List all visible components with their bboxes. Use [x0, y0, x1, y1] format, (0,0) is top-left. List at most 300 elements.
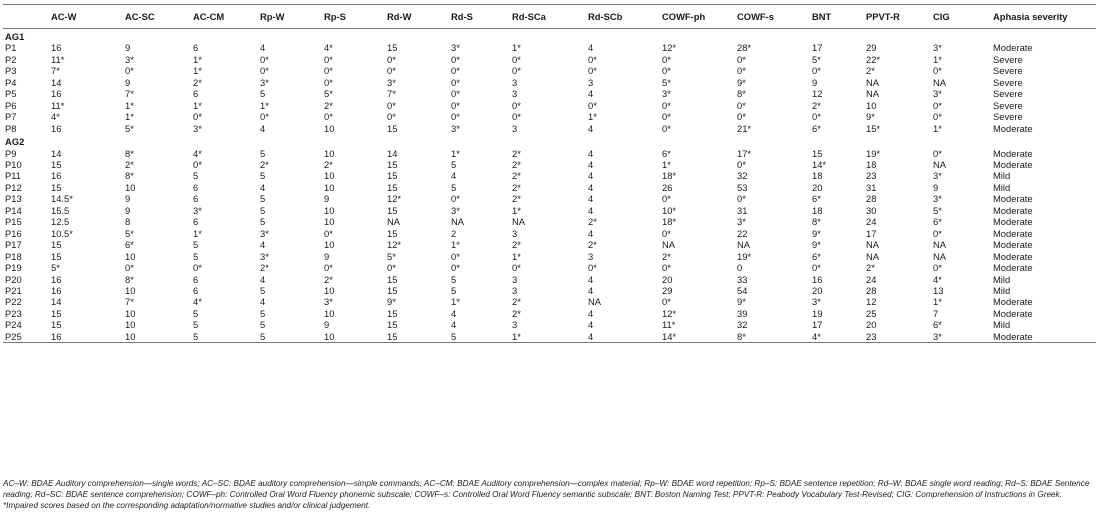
score-cell: 12*	[662, 307, 677, 319]
score-cell: 10.5*	[51, 227, 73, 239]
score-cell: 15	[387, 273, 398, 285]
score-cell: 6*	[662, 147, 671, 159]
score-cell: 17*	[737, 147, 752, 159]
score-cell: 5*	[125, 227, 134, 239]
table-row	[3, 319, 1096, 330]
score-cell: 3	[512, 227, 518, 239]
score-cell: 23	[864, 331, 931, 343]
column-header: CIG	[931, 5, 991, 29]
score-cell: Moderate	[991, 331, 1096, 343]
score-cell: 6	[193, 42, 199, 54]
score-cell: 0	[737, 262, 743, 274]
score-cell: 20	[866, 319, 877, 331]
score-cell: 3*	[933, 88, 942, 100]
score-cell: 0*	[662, 111, 671, 123]
table-row	[3, 262, 1096, 273]
score-cell: 1*	[933, 296, 942, 308]
score-cell: 33	[737, 273, 748, 285]
score-cell: Severe	[993, 53, 1023, 65]
table-row	[3, 54, 1096, 65]
score-cell: Mild	[993, 284, 1011, 296]
table-row	[3, 285, 1096, 296]
column-header: PPVT-R	[864, 5, 931, 29]
score-cell: 0*	[451, 262, 460, 274]
score-cell: 3	[512, 284, 518, 296]
column-header: AC-SC	[123, 5, 191, 29]
score-cell: 4	[588, 284, 594, 296]
score-cell: 3*	[931, 331, 991, 343]
score-cell: 6*	[812, 122, 821, 134]
score-cell: 10	[324, 147, 335, 159]
score-cell: 0*	[737, 65, 746, 77]
scores-table	[3, 4, 1096, 343]
score-cell: 5*	[933, 204, 942, 216]
score-cell: 3*	[451, 42, 460, 54]
score-cell: 2*	[125, 158, 134, 170]
score-cell: 2*	[193, 76, 202, 88]
participant-id: P19	[5, 262, 22, 274]
score-cell: 3*	[933, 42, 942, 54]
score-cell: 5	[191, 331, 258, 343]
table-row	[3, 111, 1096, 122]
score-cell: 2*	[588, 239, 597, 251]
score-cell: NA	[933, 158, 947, 170]
score-cell: NA	[662, 239, 676, 251]
score-cell: 3*	[451, 204, 460, 216]
score-cell: 1*	[512, 204, 521, 216]
score-cell: 3	[512, 273, 518, 285]
score-cell: 8	[125, 216, 131, 228]
score-cell: 5	[258, 331, 322, 343]
score-cell: 0*	[324, 227, 333, 239]
score-cell: 6	[193, 284, 199, 296]
score-cell: 10	[125, 284, 136, 296]
table-row	[3, 170, 1096, 181]
table-row	[3, 100, 1096, 111]
score-cell: 12*	[387, 193, 402, 205]
score-cell: 5	[260, 284, 266, 296]
score-cell: 6*	[812, 250, 821, 262]
participant-id: P20	[5, 273, 22, 285]
score-cell: 5	[193, 250, 199, 262]
score-cell: 9	[324, 319, 330, 331]
score-cell: 0*	[451, 250, 460, 262]
score-cell: 4	[588, 307, 594, 319]
score-cell: 11*	[51, 99, 65, 111]
score-cell: 21*	[737, 122, 752, 134]
score-cell: 1*	[451, 239, 460, 251]
score-cell: 10	[324, 307, 335, 319]
table-row	[3, 216, 1096, 227]
table-row	[3, 251, 1096, 262]
score-cell: 3*	[193, 122, 202, 134]
score-cell: 9	[125, 204, 131, 216]
score-cell: 9*	[812, 239, 821, 251]
score-cell: 20	[812, 181, 823, 193]
score-cell: 28*	[737, 42, 752, 54]
score-cell: 28	[866, 193, 877, 205]
score-cell: 0*	[324, 53, 333, 65]
score-cell: 5	[260, 307, 266, 319]
score-cell: NA	[588, 296, 602, 308]
score-cell: 18	[866, 158, 877, 170]
score-cell: 15	[51, 181, 62, 193]
score-cell: 5*	[324, 88, 333, 100]
score-cell: 11*	[662, 319, 676, 331]
column-header: Aphasia severity	[991, 5, 1096, 29]
score-cell: 0*	[662, 193, 671, 205]
score-cell: 0*	[662, 65, 671, 77]
score-cell: 16	[49, 331, 123, 343]
score-cell: 5	[260, 147, 266, 159]
score-cell: Severe	[993, 111, 1023, 123]
score-cell: 1*	[125, 111, 134, 123]
score-cell: 5	[193, 239, 199, 251]
score-cell: 4	[586, 331, 660, 343]
score-cell: 3	[512, 88, 518, 100]
score-cell: 4	[588, 88, 594, 100]
score-cell: 12	[866, 296, 877, 308]
score-cell: 0*	[387, 53, 396, 65]
table-row	[3, 193, 1096, 204]
score-cell: 4	[260, 122, 266, 134]
score-cell: 16	[51, 88, 62, 100]
score-cell: 15	[387, 204, 398, 216]
score-cell: 5	[193, 307, 199, 319]
score-cell: 2	[451, 227, 457, 239]
column-header: COWF-s	[735, 5, 810, 29]
score-cell: 5	[260, 88, 266, 100]
score-cell: 10	[125, 181, 136, 193]
participant-id: P9	[5, 147, 17, 159]
score-cell: 53	[737, 181, 748, 193]
score-cell: 6	[193, 181, 199, 193]
score-cell: 6	[193, 88, 199, 100]
score-cell: 1*	[512, 250, 521, 262]
score-cell: 1*	[933, 53, 942, 65]
participant-id: P18	[5, 250, 22, 262]
participant-id: P13	[5, 193, 22, 205]
score-cell: 15	[51, 158, 62, 170]
score-cell: 3	[512, 76, 518, 88]
score-cell: NA	[387, 216, 401, 228]
score-cell: 54	[737, 284, 748, 296]
score-cell: 15	[387, 227, 398, 239]
score-cell: 15	[385, 331, 449, 343]
score-cell: 30	[866, 204, 877, 216]
score-cell: 14	[387, 147, 398, 159]
score-cell: 0*	[737, 99, 746, 111]
score-cell: 0*	[125, 65, 134, 77]
score-cell: 22*	[866, 53, 881, 65]
participant-id: P10	[5, 158, 22, 170]
score-cell: 3	[512, 319, 518, 331]
score-cell: 0*	[193, 158, 202, 170]
score-cell: 0*	[512, 99, 521, 111]
score-cell: 10	[324, 239, 335, 251]
score-cell: 10	[125, 250, 136, 262]
score-cell: 15	[387, 42, 398, 54]
score-cell: 15	[387, 307, 398, 319]
column-header: AC-W	[49, 5, 123, 29]
score-cell: 9	[324, 250, 330, 262]
score-cell: 5	[193, 170, 199, 182]
score-cell: 0*	[737, 193, 746, 205]
score-cell: 0*	[662, 99, 671, 111]
score-cell: Moderate	[993, 122, 1033, 134]
column-header: BNT	[810, 5, 864, 29]
score-cell: 6*	[812, 193, 821, 205]
score-cell: 3*	[260, 250, 269, 262]
score-cell: 28	[866, 284, 877, 296]
score-cell: 19*	[737, 250, 752, 262]
table-footnote: AC–W: BDAE Auditory comprehension—single words; AC–SC: BDAE auditory comprehension—simple commands; AC–CM: BDAE Auditory comprehension—complex material; Rp–W: BDAE word repetition; Rp–S: BDAE sentence repetition; Rd–W: BDAE single word reading; Rd–S: BDAE Sentence reading; Rd–SC: BDAE sentence comprehension; COWF–ph: Controlled Oral Word Fluency phonemic subscale; COWF–s: Controlled Oral Word Fluency semantic subscale; BNT: Boston Naming Test; PPVT-R: Peabody Vocabulary Test-Revised; CIG: Comprehension of Instructions in Greek. *Impaired scores based on the corresponding adaptation/normative studies and/or clinical judgement.	[3, 479, 1090, 511]
score-cell: 5	[260, 204, 266, 216]
score-cell: Mild	[993, 319, 1011, 331]
score-cell: 0*	[933, 147, 942, 159]
score-cell: 12	[812, 88, 823, 100]
score-cell: 2*	[512, 181, 521, 193]
score-cell: Mild	[993, 273, 1011, 285]
table-row	[3, 65, 1096, 76]
score-cell: 3*	[451, 122, 460, 134]
score-cell: 1*	[193, 99, 202, 111]
score-cell: 10	[324, 204, 335, 216]
score-cell: 9	[125, 42, 131, 54]
score-cell: 2*	[512, 170, 521, 182]
score-cell: 10	[324, 216, 335, 228]
table-row	[3, 205, 1096, 216]
group-label: AG1	[5, 31, 25, 42]
score-cell: 1*	[451, 296, 460, 308]
score-cell: 4	[451, 307, 457, 319]
column-header: Rp-S	[322, 5, 385, 29]
score-cell: 31	[737, 204, 748, 216]
score-cell: 3	[588, 76, 594, 88]
score-cell: 5*	[812, 53, 821, 65]
score-cell: 15	[51, 250, 62, 262]
score-cell: 14.5*	[51, 193, 73, 205]
score-cell: 16	[51, 122, 62, 134]
score-cell: 9	[125, 76, 131, 88]
score-cell: 2*	[512, 239, 521, 251]
score-cell: 8*	[737, 88, 746, 100]
score-cell: 4	[588, 170, 594, 182]
score-cell: 1*	[510, 331, 586, 343]
score-cell: 2*	[512, 307, 521, 319]
score-cell: 29	[866, 42, 877, 54]
score-cell: 15	[51, 239, 62, 251]
score-cell: 0*	[512, 111, 521, 123]
participant-id: P2	[5, 53, 17, 65]
score-cell: 6*	[125, 239, 134, 251]
score-cell: 4	[588, 181, 594, 193]
score-cell: 0*	[451, 99, 460, 111]
participant-id: P12	[5, 181, 22, 193]
score-cell: 10	[866, 99, 877, 111]
score-cell: 5	[260, 193, 266, 205]
score-cell: 1*	[260, 99, 269, 111]
score-cell: 2*	[866, 262, 875, 274]
score-cell: 15	[51, 307, 62, 319]
score-cell: 7*	[125, 88, 134, 100]
column-header: COWF-ph	[660, 5, 735, 29]
score-cell: Severe	[993, 76, 1023, 88]
score-cell: 14	[51, 147, 62, 159]
score-cell: 4*	[933, 273, 942, 285]
group-label: AG2	[5, 136, 25, 148]
participant-id: P1	[5, 42, 17, 54]
score-cell: 7*	[125, 296, 134, 308]
participant-id: P22	[5, 296, 22, 308]
score-cell: 2*	[512, 158, 521, 170]
score-cell: 0*	[387, 65, 396, 77]
score-cell: Moderate	[993, 42, 1033, 54]
score-cell: Moderate	[993, 239, 1033, 251]
score-cell: 4	[588, 158, 594, 170]
score-cell: 0*	[324, 65, 333, 77]
score-cell: 15	[812, 147, 823, 159]
score-cell: 0*	[662, 53, 671, 65]
score-cell: 4	[260, 181, 266, 193]
score-cell: 12*	[662, 42, 677, 54]
score-cell: 4	[588, 273, 594, 285]
score-cell: 2*	[512, 193, 521, 205]
score-cell: Moderate	[993, 204, 1033, 216]
score-cell: Moderate	[993, 227, 1033, 239]
score-cell: Moderate	[993, 193, 1033, 205]
score-cell: 2*	[588, 216, 597, 228]
score-cell: 16	[51, 170, 62, 182]
score-cell: 10	[125, 319, 136, 331]
participant-id: P5	[5, 88, 17, 100]
score-cell: 5	[260, 319, 266, 331]
score-cell: 14	[51, 76, 62, 88]
score-cell: 2*	[512, 296, 521, 308]
score-cell: 26	[662, 181, 673, 193]
score-cell: 15	[387, 319, 398, 331]
score-cell: 0*	[260, 111, 269, 123]
score-cell: 0*	[451, 53, 460, 65]
score-cell: 4	[588, 319, 594, 331]
score-cell: 1*	[662, 158, 671, 170]
participant-id: P23	[5, 307, 22, 319]
score-cell: NA	[512, 216, 526, 228]
score-cell: 9	[324, 193, 330, 205]
score-cell: 25	[866, 307, 877, 319]
score-cell: 4	[260, 296, 266, 308]
participant-id: P25	[3, 331, 49, 343]
score-cell: 0*	[387, 111, 396, 123]
participant-id: P11	[5, 170, 21, 182]
score-cell: 2*	[324, 158, 333, 170]
score-cell: 0*	[451, 65, 460, 77]
score-cell: 4	[260, 239, 266, 251]
score-cell: 9	[812, 76, 818, 88]
table-row	[3, 274, 1096, 285]
score-cell: 2*	[812, 99, 821, 111]
score-cell: Severe	[993, 88, 1023, 100]
score-cell: 15.5	[51, 204, 70, 216]
score-cell: 7*	[387, 88, 396, 100]
score-cell: 6*	[933, 319, 942, 331]
score-cell: 2*	[324, 273, 333, 285]
participant-id: P21	[5, 284, 22, 296]
score-cell: 0*	[737, 111, 746, 123]
column-header: Rd-SCb	[586, 5, 660, 29]
score-cell: Moderate	[993, 158, 1033, 170]
score-cell: 16	[812, 273, 823, 285]
score-cell: 12*	[387, 239, 402, 251]
score-cell: 9	[125, 193, 131, 205]
score-cell: 5	[260, 170, 266, 182]
score-cell: 10	[324, 284, 335, 296]
participant-id: P15	[5, 216, 22, 228]
score-cell: 0*	[512, 53, 521, 65]
score-cell: 4	[588, 122, 594, 134]
table-row	[3, 42, 1096, 53]
score-cell: 0*	[324, 76, 333, 88]
score-cell: 3*	[662, 88, 671, 100]
group-header-row	[3, 29, 1096, 43]
score-cell: 39	[737, 307, 748, 319]
score-cell: 6*	[933, 216, 942, 228]
score-cell: 0*	[260, 65, 269, 77]
score-cell: 0*	[933, 227, 942, 239]
score-cell: 4	[588, 42, 594, 54]
score-cell: 4*	[324, 42, 333, 54]
score-cell: 18	[812, 204, 823, 216]
score-cell: 9*	[866, 111, 875, 123]
score-cell: 10	[324, 122, 335, 134]
score-cell: NA	[866, 88, 880, 100]
score-cell: 9*	[737, 296, 746, 308]
score-cell: Severe	[993, 65, 1023, 77]
score-cell: 18*	[662, 170, 677, 182]
score-cell: Moderate	[993, 147, 1033, 159]
score-cell: 1*	[125, 99, 134, 111]
score-cell: 0*	[662, 262, 671, 274]
score-cell: 5	[451, 181, 457, 193]
score-cell: 0*	[662, 122, 671, 134]
score-cell: 8*	[735, 331, 810, 343]
score-cell: 8*	[812, 216, 821, 228]
score-cell: 9	[933, 181, 939, 193]
participant-id: P4	[5, 76, 17, 88]
score-cell: NA	[866, 76, 880, 88]
score-cell: Moderate	[993, 307, 1033, 319]
score-cell: 5*	[125, 122, 134, 134]
participant-id: P17	[5, 239, 22, 251]
score-cell: 10	[125, 307, 136, 319]
score-cell: 0*	[812, 262, 821, 274]
score-cell: 0*	[933, 262, 942, 274]
score-cell: 2*	[324, 99, 333, 111]
header-participant	[3, 5, 49, 29]
score-cell: 1*	[193, 227, 202, 239]
score-cell: 20	[812, 284, 823, 296]
score-cell: 9*	[812, 227, 821, 239]
score-cell: 0*	[387, 99, 396, 111]
score-cell: 0*	[933, 99, 942, 111]
score-cell: 15	[387, 284, 398, 296]
score-cell: 19	[812, 307, 823, 319]
score-cell: 2*	[260, 158, 269, 170]
table-row	[3, 77, 1096, 88]
score-cell: 5*	[662, 76, 671, 88]
score-cell: NA	[451, 216, 465, 228]
score-cell: Mild	[993, 170, 1011, 182]
